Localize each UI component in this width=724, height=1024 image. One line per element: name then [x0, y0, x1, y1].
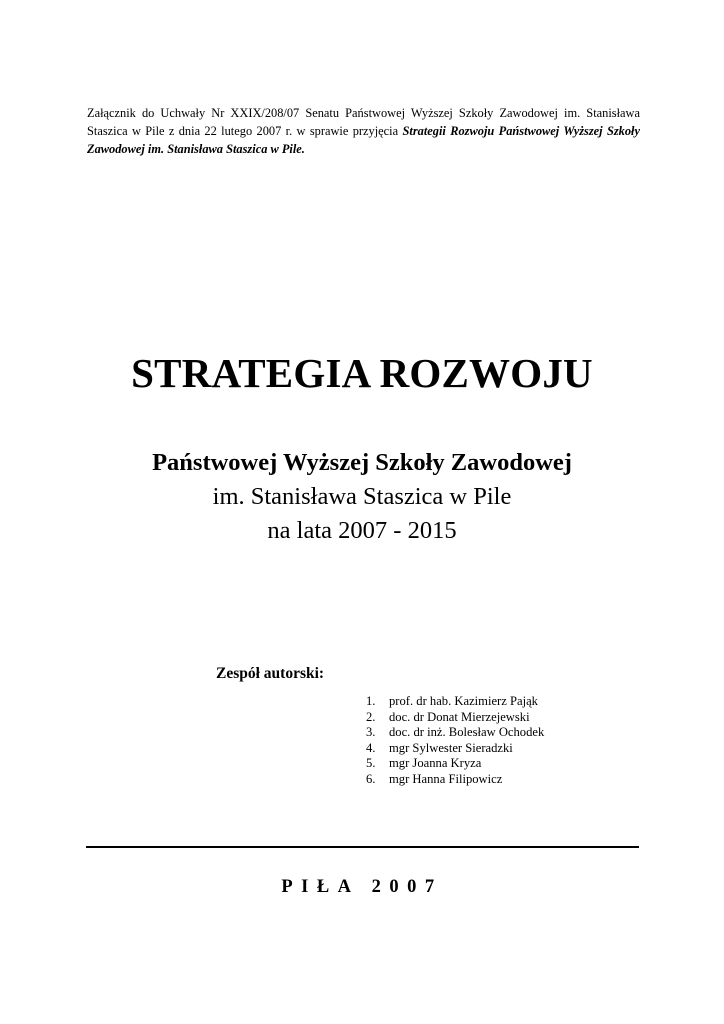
authors-list: [366, 694, 544, 788]
author-number: 2.: [366, 709, 376, 724]
list-item: [366, 741, 544, 757]
author-name: mgr Hanna Filipowicz: [389, 771, 503, 786]
author-name: doc. dr Donat Mierzejewski: [389, 709, 530, 724]
document-title: STRATEGIA ROZWOJU: [131, 350, 593, 396]
list-item: [366, 772, 544, 788]
authors-heading: Zespół autorski:: [216, 665, 325, 682]
author-number: 6.: [366, 771, 376, 786]
list-item: [366, 756, 544, 772]
horizontal-divider: [86, 846, 639, 848]
resolution-note-text: Załącznik do Uchwały Nr XXIX/208/07 Senatu Państwowej Wyższej Szkoły Zawodowej im. Stanisława Staszica w Pile z dnia 22 lutego 2007 r. w sprawie przyjęcia: [87, 106, 640, 138]
place-and-year: PIŁA 2007: [281, 877, 443, 897]
author-name: mgr Sylwester Sieradzki: [389, 740, 513, 755]
author-name: mgr Joanna Kryza: [389, 756, 482, 771]
resolution-note: [87, 104, 640, 158]
subtitle-patron: im. Stanisława Staszica w Pile: [212, 483, 512, 510]
document-subtitle: [0, 446, 724, 548]
author-number: 4.: [366, 740, 376, 755]
subtitle-period: na lata 2007 - 2015: [267, 517, 457, 544]
author-name: prof. dr hab. Kazimierz Pająk: [389, 694, 538, 708]
author-number: 1.: [366, 694, 376, 708]
subtitle-institution: Państwowej Wyższej Szkoły Zawodowej: [152, 449, 572, 476]
author-number: 3.: [366, 725, 376, 740]
resolution-note-emphasis: Strategii Rozwoju Państwowej Wyższej Szkoły Zawodowej im. Stanisława Staszica w Pile.: [87, 124, 640, 156]
list-item: [366, 694, 544, 710]
list-item: [366, 725, 544, 741]
list-item: [366, 710, 544, 726]
author-number: 5.: [366, 756, 376, 771]
author-name: doc. dr inż. Bolesław Ochodek: [389, 725, 545, 740]
